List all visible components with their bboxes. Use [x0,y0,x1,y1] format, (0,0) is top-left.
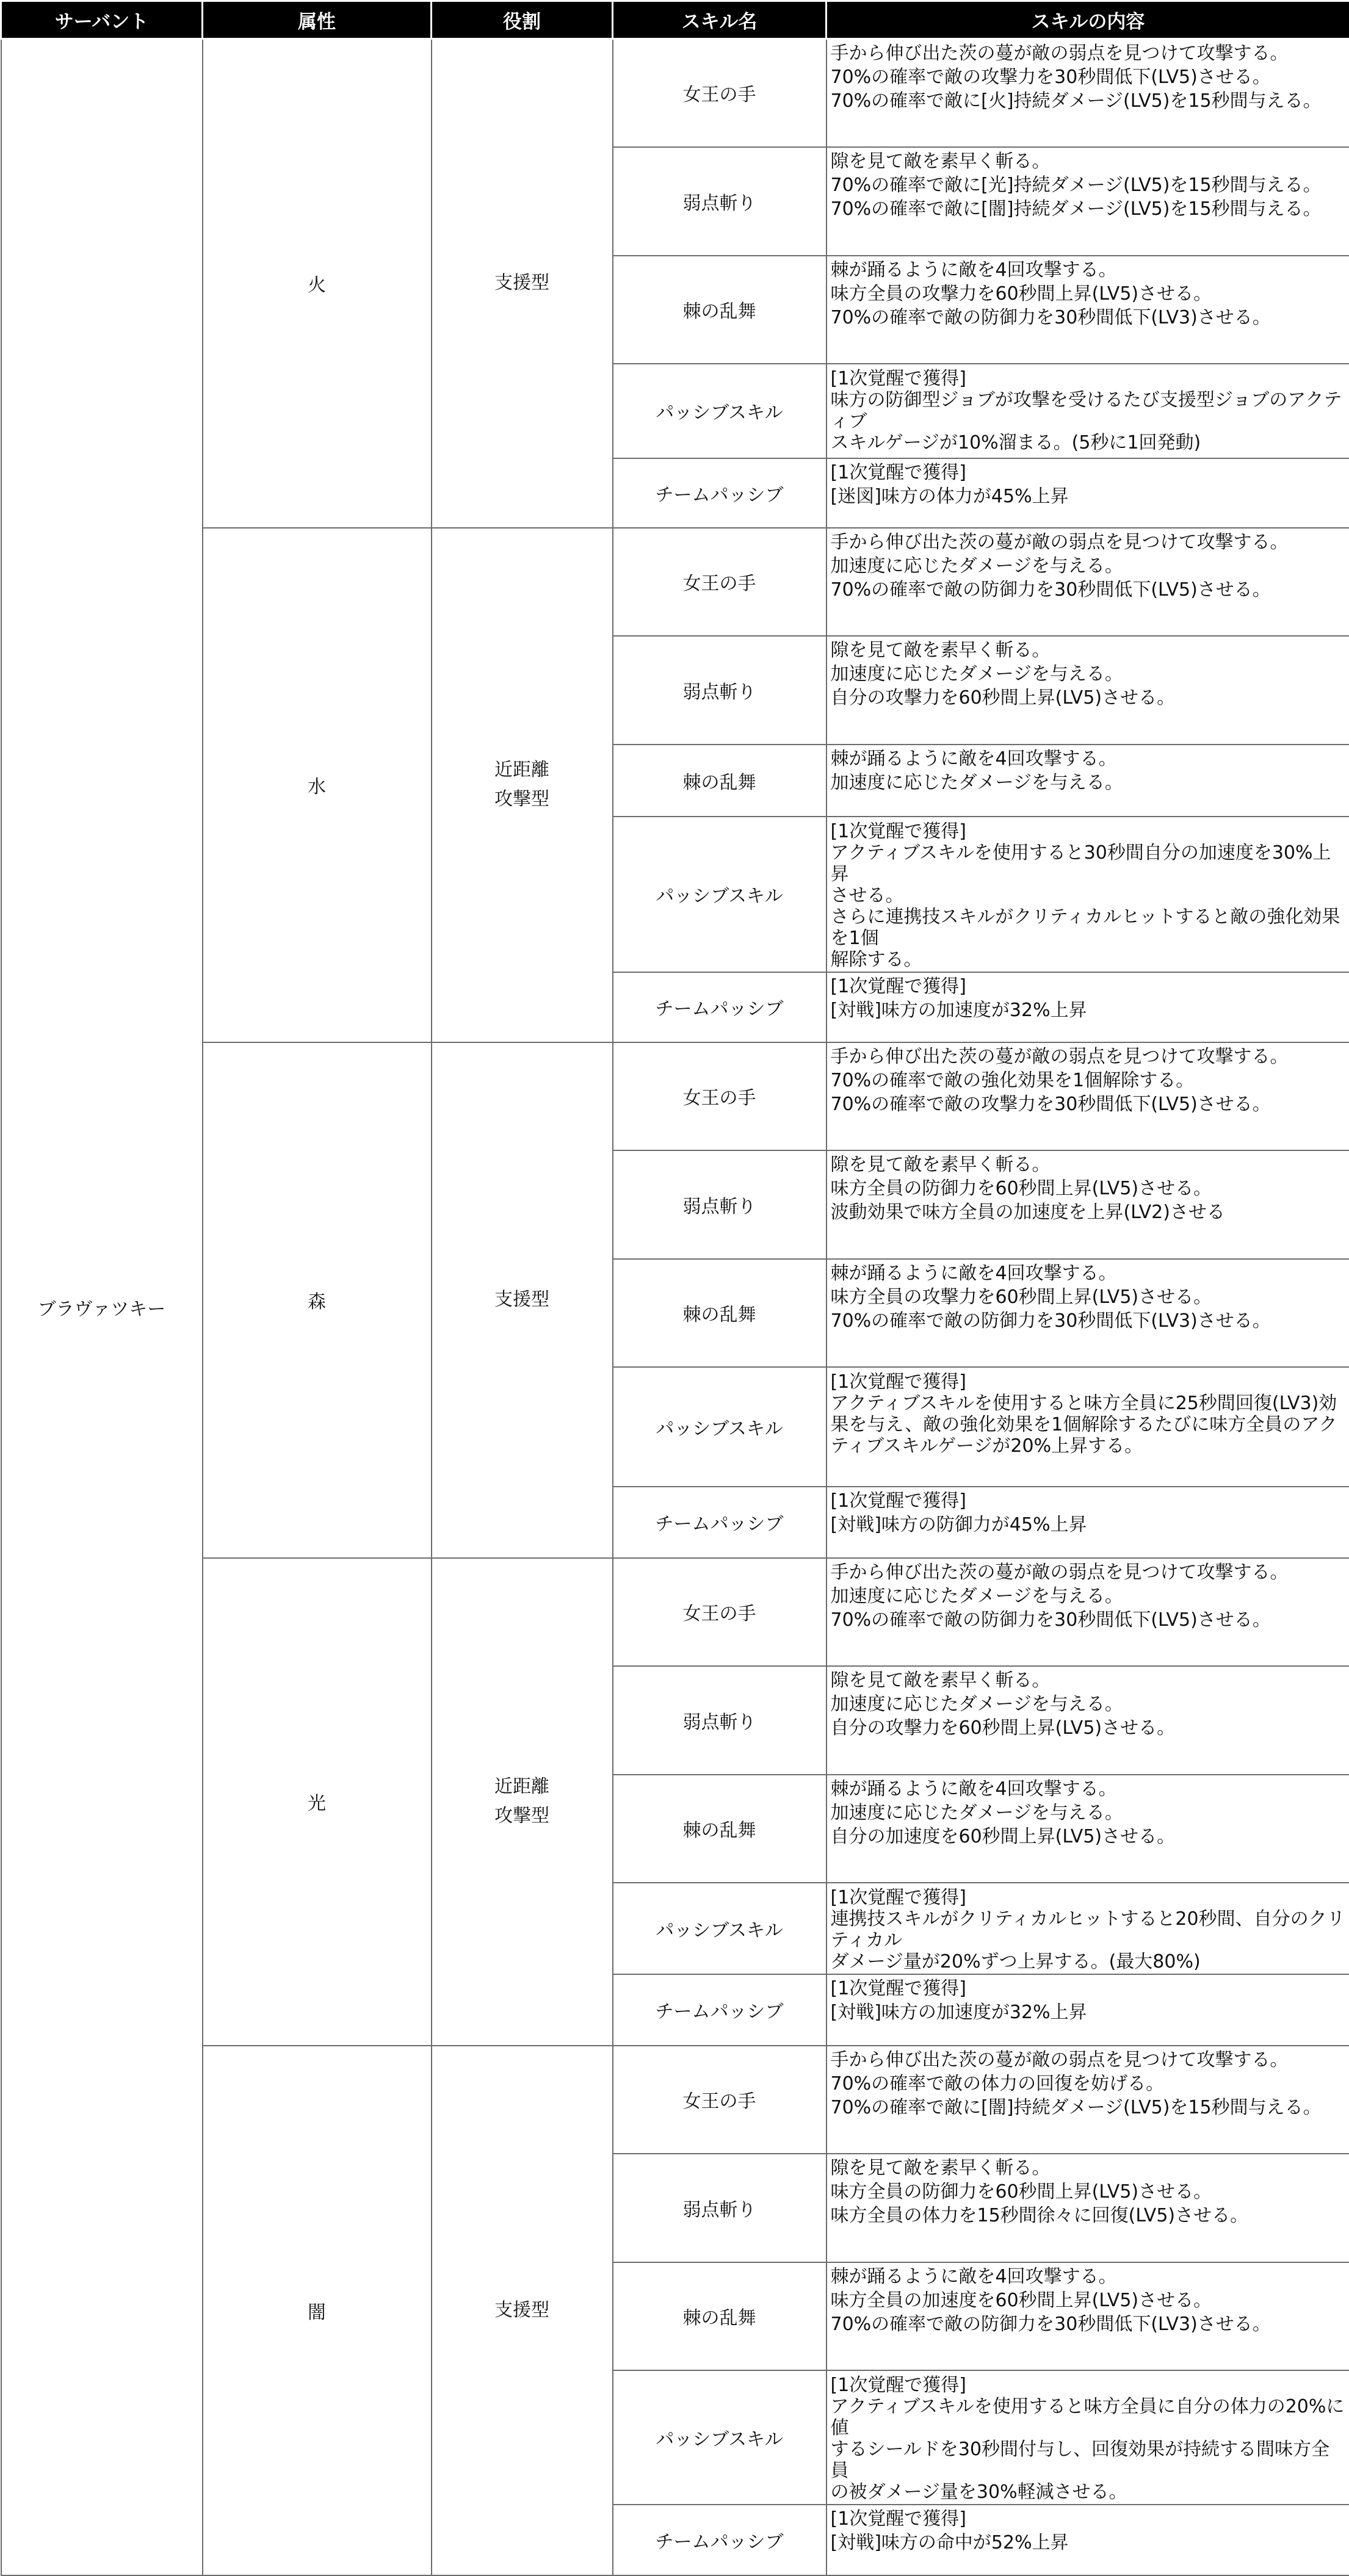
servant-name: ブラヴァツキー [1,39,203,2575]
skill-description-cell [826,458,1349,528]
description-line: の被ダメージ量を30%軽減させる。 [831,2481,1346,2503]
description-line: 味方全員の体力を15秒間徐々に回復(LV5)させる。 [831,2205,1346,2227]
skill-description-cell [826,745,1349,817]
skill-name-cell: パッシブスキル [613,364,826,458]
table-row [1,528,1349,636]
skill-description-cell [826,39,1349,147]
table-row [1,39,1349,147]
description-line: さらに連携技スキルがクリティカルヒットすると敵の強化効果を1個 [831,906,1346,949]
description-line: [1次覚醒で獲得] [831,1978,1346,2000]
skill-description-cell [826,972,1349,1042]
skill-name-cell: チームパッシブ [613,1974,826,2046]
role-text: 支援型 [494,2300,549,2321]
skill-description-cell [826,256,1349,364]
skill-description-cell [826,364,1349,458]
role-cell [432,528,613,1042]
description-line: 70%の確率で敵の攻撃力を30秒間低下(LV5)させる。 [831,67,1346,88]
description-line: [1次覚醒で獲得] [831,976,1346,998]
description-line: 70%の確率で敵の防御力を30秒間低下(LV3)させる。 [831,2314,1346,2336]
description-line: 自分の攻撃力を60秒間上昇(LV5)させる。 [831,687,1346,709]
description-line: 果を与え、敵の強化効果を1個解除するたびに味方全員のアク [831,1414,1346,1435]
skill-description-cell [826,1487,1349,1558]
skill-description-cell [826,1974,1349,2046]
description-line: 棘が踊るように敵を4回攻撃する。 [831,748,1346,770]
description-line: 棘が踊るように敵を4回攻撃する。 [831,259,1346,281]
skill-description-cell [826,2046,1349,2154]
description-line: 棘が踊るように敵を4回攻撃する。 [831,1778,1346,1800]
skill-name-cell: 棘の乱舞 [613,1775,826,1883]
skill-name-cell: チームパッシブ [613,1487,826,1558]
skill-name-cell: 弱点斬り [613,1150,826,1259]
role-cell [432,1042,613,1558]
description-line: ダメージ量が20%ずつ上昇する。(最大80%) [831,1951,1346,1972]
description-line: 棘が踊るように敵を4回攻撃する。 [831,2266,1346,2288]
description-line: 味方全員の攻撃力を60秒間上昇(LV5)させる。 [831,283,1346,305]
skill-name-cell: 女王の手 [613,1042,826,1150]
description-line: 隙を見て敵を素早く斬る。 [831,151,1346,173]
description-line: 波動効果で味方全員の加速度を上昇(LV2)させる [831,1202,1346,1224]
skill-name-cell: チームパッシブ [613,972,826,1042]
description-line: 加速度に応じたダメージを与える。 [831,772,1346,794]
role-cell [432,39,613,528]
role-cell [432,2046,613,2575]
description-line: 70%の確率で敵に[闇]持続ダメージ(LV5)を15秒間与える。 [831,198,1346,220]
description-line: [対戦]味方の命中が52%上昇 [831,2532,1346,2554]
description-line: [1次覚醒で獲得] [831,1887,1346,1908]
header-skill-content: スキルの内容 [826,1,1349,39]
description-line: 70%の確率で敵の防御力を30秒間低下(LV3)させる。 [831,307,1346,329]
header-row [1,1,1349,39]
description-line: 解除する。 [831,949,1346,970]
description-line: [対戦]味方の加速度が32%上昇 [831,2002,1346,2024]
skill-name-cell: 弱点斬り [613,2154,826,2262]
attribute-cell: 光 [203,1558,432,2046]
attribute-cell: 水 [203,528,432,1042]
description-line: 手から伸び出た茨の蔓が敵の弱点を見つけて攻撃する。 [831,532,1346,554]
description-line: 手から伸び出た茨の蔓が敵の弱点を見つけて攻撃する。 [831,43,1346,65]
description-line: 味方全員の加速度を60秒間上昇(LV5)させる。 [831,2290,1346,2312]
description-line: [対戦]味方の加速度が32%上昇 [831,1000,1346,1022]
skill-name-cell: 女王の手 [613,528,826,636]
skill-description-cell [826,147,1349,256]
description-line: [1次覚醒で獲得] [831,368,1346,389]
description-line: 棘が踊るように敵を4回攻撃する。 [831,1263,1346,1285]
skill-name-cell: 棘の乱舞 [613,256,826,364]
skill-name-cell: 棘の乱舞 [613,1259,826,1367]
description-line: アクティブスキルを使用すると味方全員に自分の体力の20%に値 [831,2396,1346,2439]
skill-description-cell [826,1775,1349,1883]
skill-name-cell: 弱点斬り [613,636,826,745]
description-line: 70%の確率で敵の防御力を30秒間低下(LV5)させる。 [831,579,1346,601]
description-line: するシールドを30秒間付与し、回復効果が持続する間味方全員 [831,2439,1346,2481]
role-text: 支援型 [494,272,549,294]
description-line: 味方全員の防御力を60秒間上昇(LV5)させる。 [831,1178,1346,1200]
skill-name-cell: 弱点斬り [613,1666,826,1775]
skill-description-cell [826,2262,1349,2370]
description-line: 味方全員の防御力を60秒間上昇(LV5)させる。 [831,2181,1346,2203]
skill-description-cell [826,2370,1349,2505]
description-line: 隙を見て敵を素早く斬る。 [831,2157,1346,2179]
description-line: スキルゲージが10%溜まる。(5秒に1回発動) [831,432,1346,453]
description-line: [1次覚醒で獲得] [831,1490,1346,1512]
attribute-cell: 闇 [203,2046,432,2575]
description-line: 加速度に応じたダメージを与える。 [831,663,1346,685]
description-line: [1次覚醒で獲得] [831,2508,1346,2530]
skill-description-cell [826,1150,1349,1259]
description-line: 70%の確率で敵の攻撃力を30秒間低下(LV5)させる。 [831,1094,1346,1116]
description-line: 加速度に応じたダメージを与える。 [831,555,1346,577]
description-line: [1次覚醒で獲得] [831,1371,1346,1393]
role-text: 支援型 [494,1289,549,1310]
skill-name-cell: 女王の手 [613,39,826,147]
description-line: 加速度に応じたダメージを与える。 [831,1802,1346,1824]
skill-description-cell [826,817,1349,972]
skill-name-cell: 棘の乱舞 [613,745,826,817]
skill-name-cell: 弱点斬り [613,147,826,256]
skill-description-cell [826,1042,1349,1150]
role-text: 近距離 攻撃型 [494,1776,549,1827]
description-line: 味方全員の攻撃力を60秒間上昇(LV5)させる。 [831,1286,1346,1308]
description-line: 70%の確率で敵の防御力を30秒間低下(LV5)させる。 [831,1609,1346,1631]
description-line: 自分の攻撃力を60秒間上昇(LV5)させる。 [831,1717,1346,1739]
header-attribute: 属性 [203,1,432,39]
description-line: 手から伸び出た茨の蔓が敵の弱点を見つけて攻撃する。 [831,1046,1346,1068]
description-line: 70%の確率で敵の体力の回復を妨げる。 [831,2073,1346,2095]
role-cell [432,1558,613,2046]
skill-description-cell [826,636,1349,745]
skill-description-cell [826,2154,1349,2262]
skill-name-cell: パッシブスキル [613,1883,826,1974]
description-line: 味方の防御型ジョブが攻撃を受けるたび支援型ジョブのアクティブ [831,389,1346,432]
description-line: 連携技スキルがクリティカルヒットすると20秒間、自分のクリティカル [831,1908,1346,1951]
description-line: させる。 [831,885,1346,906]
skill-description-cell [826,1666,1349,1775]
skill-name-cell: パッシブスキル [613,2370,826,2505]
description-line: [1次覚醒で獲得] [831,2375,1346,2396]
description-line: 隙を見て敵を素早く斬る。 [831,1154,1346,1176]
description-line: アクティブスキルを使用すると味方全員に25秒間回復(LV3)効 [831,1393,1346,1414]
skill-name-cell: 女王の手 [613,2046,826,2154]
skill-description-cell [826,1558,1349,1666]
description-line: [1次覚醒で獲得] [831,821,1346,842]
skill-description-cell [826,1367,1349,1487]
skill-name-cell: 女王の手 [613,1558,826,1666]
table-row [1,1042,1349,1150]
skill-name-cell: 棘の乱舞 [613,2262,826,2370]
description-line: 加速度に応じたダメージを与える。 [831,1694,1346,1716]
header-servant: サーバント [1,1,203,39]
header-skill-name: スキル名 [613,1,826,39]
description-line: 70%の確率で敵に[光]持続ダメージ(LV5)を15秒間与える。 [831,175,1346,197]
description-line: 手から伸び出た茨の蔓が敵の弱点を見つけて攻撃する。 [831,1562,1346,1584]
description-line: 手から伸び出た茨の蔓が敵の弱点を見つけて攻撃する。 [831,2049,1346,2071]
description-line: 70%の確率で敵の強化効果を1個解除する。 [831,1070,1346,1092]
attribute-cell: 森 [203,1042,432,1558]
description-line: ティブスキルゲージが20%上昇する。 [831,1435,1346,1457]
description-line: 70%の確率で敵の防御力を30秒間低下(LV3)させる。 [831,1310,1346,1332]
skill-name-cell: パッシブスキル [613,1367,826,1487]
skill-description-cell [826,2505,1349,2575]
description-line: 70%の確率で敵に[火]持続ダメージ(LV5)を15秒間与える。 [831,90,1346,112]
table-row [1,2046,1349,2154]
description-line: [迷図]味方の体力が45%上昇 [831,486,1346,508]
description-line: 隙を見て敵を素早く斬る。 [831,640,1346,662]
header-role: 役割 [432,1,613,39]
skill-description-cell [826,1883,1349,1974]
description-line: アクティブスキルを使用すると30秒間自分の加速度を30%上昇 [831,842,1346,885]
role-text: 近距離 攻撃型 [494,759,549,810]
skill-description-cell [826,1259,1349,1367]
description-line: 自分の加速度を60秒間上昇(LV5)させる。 [831,1826,1346,1848]
description-line: 隙を見て敵を素早く斬る。 [831,1670,1346,1692]
attribute-cell: 火 [203,39,432,528]
table-row [1,1558,1349,1666]
description-line: 加速度に応じたダメージを与える。 [831,1586,1346,1607]
skill-name-cell: パッシブスキル [613,817,826,972]
description-line: [1次覚醒で獲得] [831,462,1346,484]
description-line: 70%の確率で敵に[闇]持続ダメージ(LV5)を15秒間与える。 [831,2097,1346,2119]
skill-name-cell: チームパッシブ [613,2505,826,2575]
skill-description-cell [826,528,1349,636]
description-line: [対戦]味方の防御力が45%上昇 [831,1514,1346,1536]
skill-name-cell: チームパッシブ [613,458,826,528]
